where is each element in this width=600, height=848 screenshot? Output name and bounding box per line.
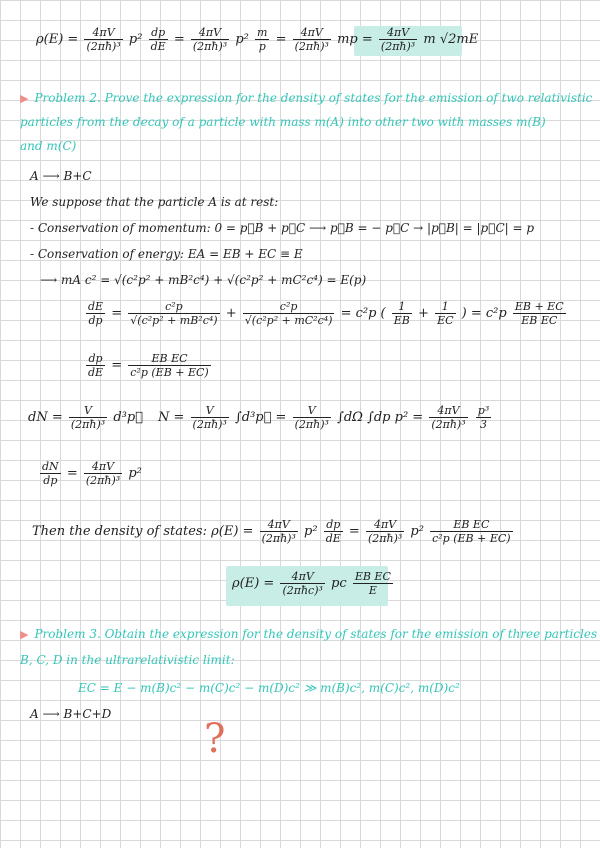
- top-equation: ρ(E) = $\frac{4\pi V}{\text{(2πħ)³}}$ p² $\frac{dp}{dE}$ = $\frac{4\pi V}{\text{(2πħ)³}}$ p² $\frac{m}{p}$ = $\frac{4\pi V}{\text{(2πħ)³}}$ mp = $\frac{4\pi V}{\text{(2πħ)³}}$ m √2mE: [36, 26, 479, 53]
- top-eq-lhs: ρ(E) =: [36, 32, 79, 47]
- problem2-line3: and m(C): [20, 139, 77, 153]
- top-eq-frac-4: $\frac{m}{p}$: [257, 26, 268, 53]
- problem2-marker-icon: ▶: [20, 92, 29, 105]
- dE-dp-equation: $\frac{dE}{dp}$ = $\frac{\text{c²p}}{\text{√(c²p² + mB²c⁴)}}$ + $\frac{\text{c²p}}{\text{√(c²p² + mC²c⁴)}}$ = c²p ( $\frac{1}{EB}$ + $\frac{1}{EC}$ ) = c²p $\frac{EB + EC}{\text{EB EC}}$: [88, 300, 564, 327]
- question-mark: ?: [204, 716, 226, 762]
- problem3-marker-icon: ▶: [20, 628, 29, 641]
- top-eq-frac-1: $\frac{4\pi V}{\text{(2πħ)³}}$: [86, 26, 121, 53]
- problem2-line1: ▶ Problem 2. Prove the expression for the density of states for the emission of two relativistic: [20, 91, 593, 105]
- mass-equation: ⟶ mA c² = √(c²p² + mB²c⁴) + √(c²p² + mC²c⁴) = E(p): [40, 273, 367, 287]
- N-equation: N = $\frac{V}{\text{(2πħ)³}}$ ∫d³p⃗ = $\frac{V}{\text{(2πħ)³}}$ ∫dΩ ∫dp p² = $\frac{4\pi V}{\text{(2πħ)³}}$ $\frac{\text{p³}}{3}$: [158, 404, 490, 431]
- problem3-line1: ▶ Problem 3. Obtain the expression for the density of states for the emission of three particles: [20, 627, 598, 641]
- energy-line: - Conservation of energy: EA = EB + EC ≡ E: [30, 247, 303, 261]
- dN-equation: dN = $\frac{V}{\text{(2πħ)³}}$ d³p⃗: [28, 404, 143, 431]
- then-density-line: Then the density of states: ρ(E) = $\frac{4\pi V}{\text{(2πħ)³}}$ p² $\frac{dp}{dE}$ = $\frac{4\pi V}{\text{(2πħ)³}}$ p² $\frac{\text{EB EC}}{\text{c²p (EB + EC)}}$: [32, 518, 511, 545]
- problem2-line2: particles from the decay of a particle with mass m(A) into other two with masses m(B): [20, 115, 546, 129]
- suppose-line: We suppose that the particle A is at rest:: [30, 195, 279, 209]
- momentum-line: - Conservation of momentum: 0 = p⃗B + p⃗C ⟶ p⃗B = − p⃗C → |p⃗B| = |p⃗C| = p: [30, 221, 535, 235]
- problem3-line3: EC = E − m(B)c² − m(C)c² − m(D)c² ≫ m(B)c², m(C)c², m(D)c²: [78, 681, 460, 695]
- dp-dE-equation: $\frac{dp}{dE}$ = $\frac{\text{EB EC}}{\text{c²p (EB + EC)}}$: [88, 352, 209, 379]
- dN-dp-equation: $\frac{dN}{dp}$ = $\frac{4\pi V}{\text{(2πħ)³}}$ p²: [42, 460, 142, 487]
- decay-line: A ⟶ B+C: [30, 169, 92, 183]
- problem3-decay: A ⟶ B+C+D: [30, 707, 112, 721]
- problem3-line2: B, C, D in the ultrarelativistic limit:: [20, 653, 235, 667]
- top-eq-frac-2: $\frac{dp}{dE}$: [150, 26, 166, 53]
- top-eq-frac-5: $\frac{4\pi V}{\text{(2πħ)³}}$: [294, 26, 329, 53]
- result-equation: ρ(E) = $\frac{4\pi V}{\text{(2πħc)³}}$ pc $\frac{\text{EB EC}}{E}$: [232, 570, 391, 597]
- top-eq-frac-3: $\frac{4\pi V}{\text{(2πħ)³}}$: [192, 26, 228, 53]
- top-eq-frac-6: $\frac{4\pi V}{\text{(2πħ)³}}$: [380, 26, 416, 53]
